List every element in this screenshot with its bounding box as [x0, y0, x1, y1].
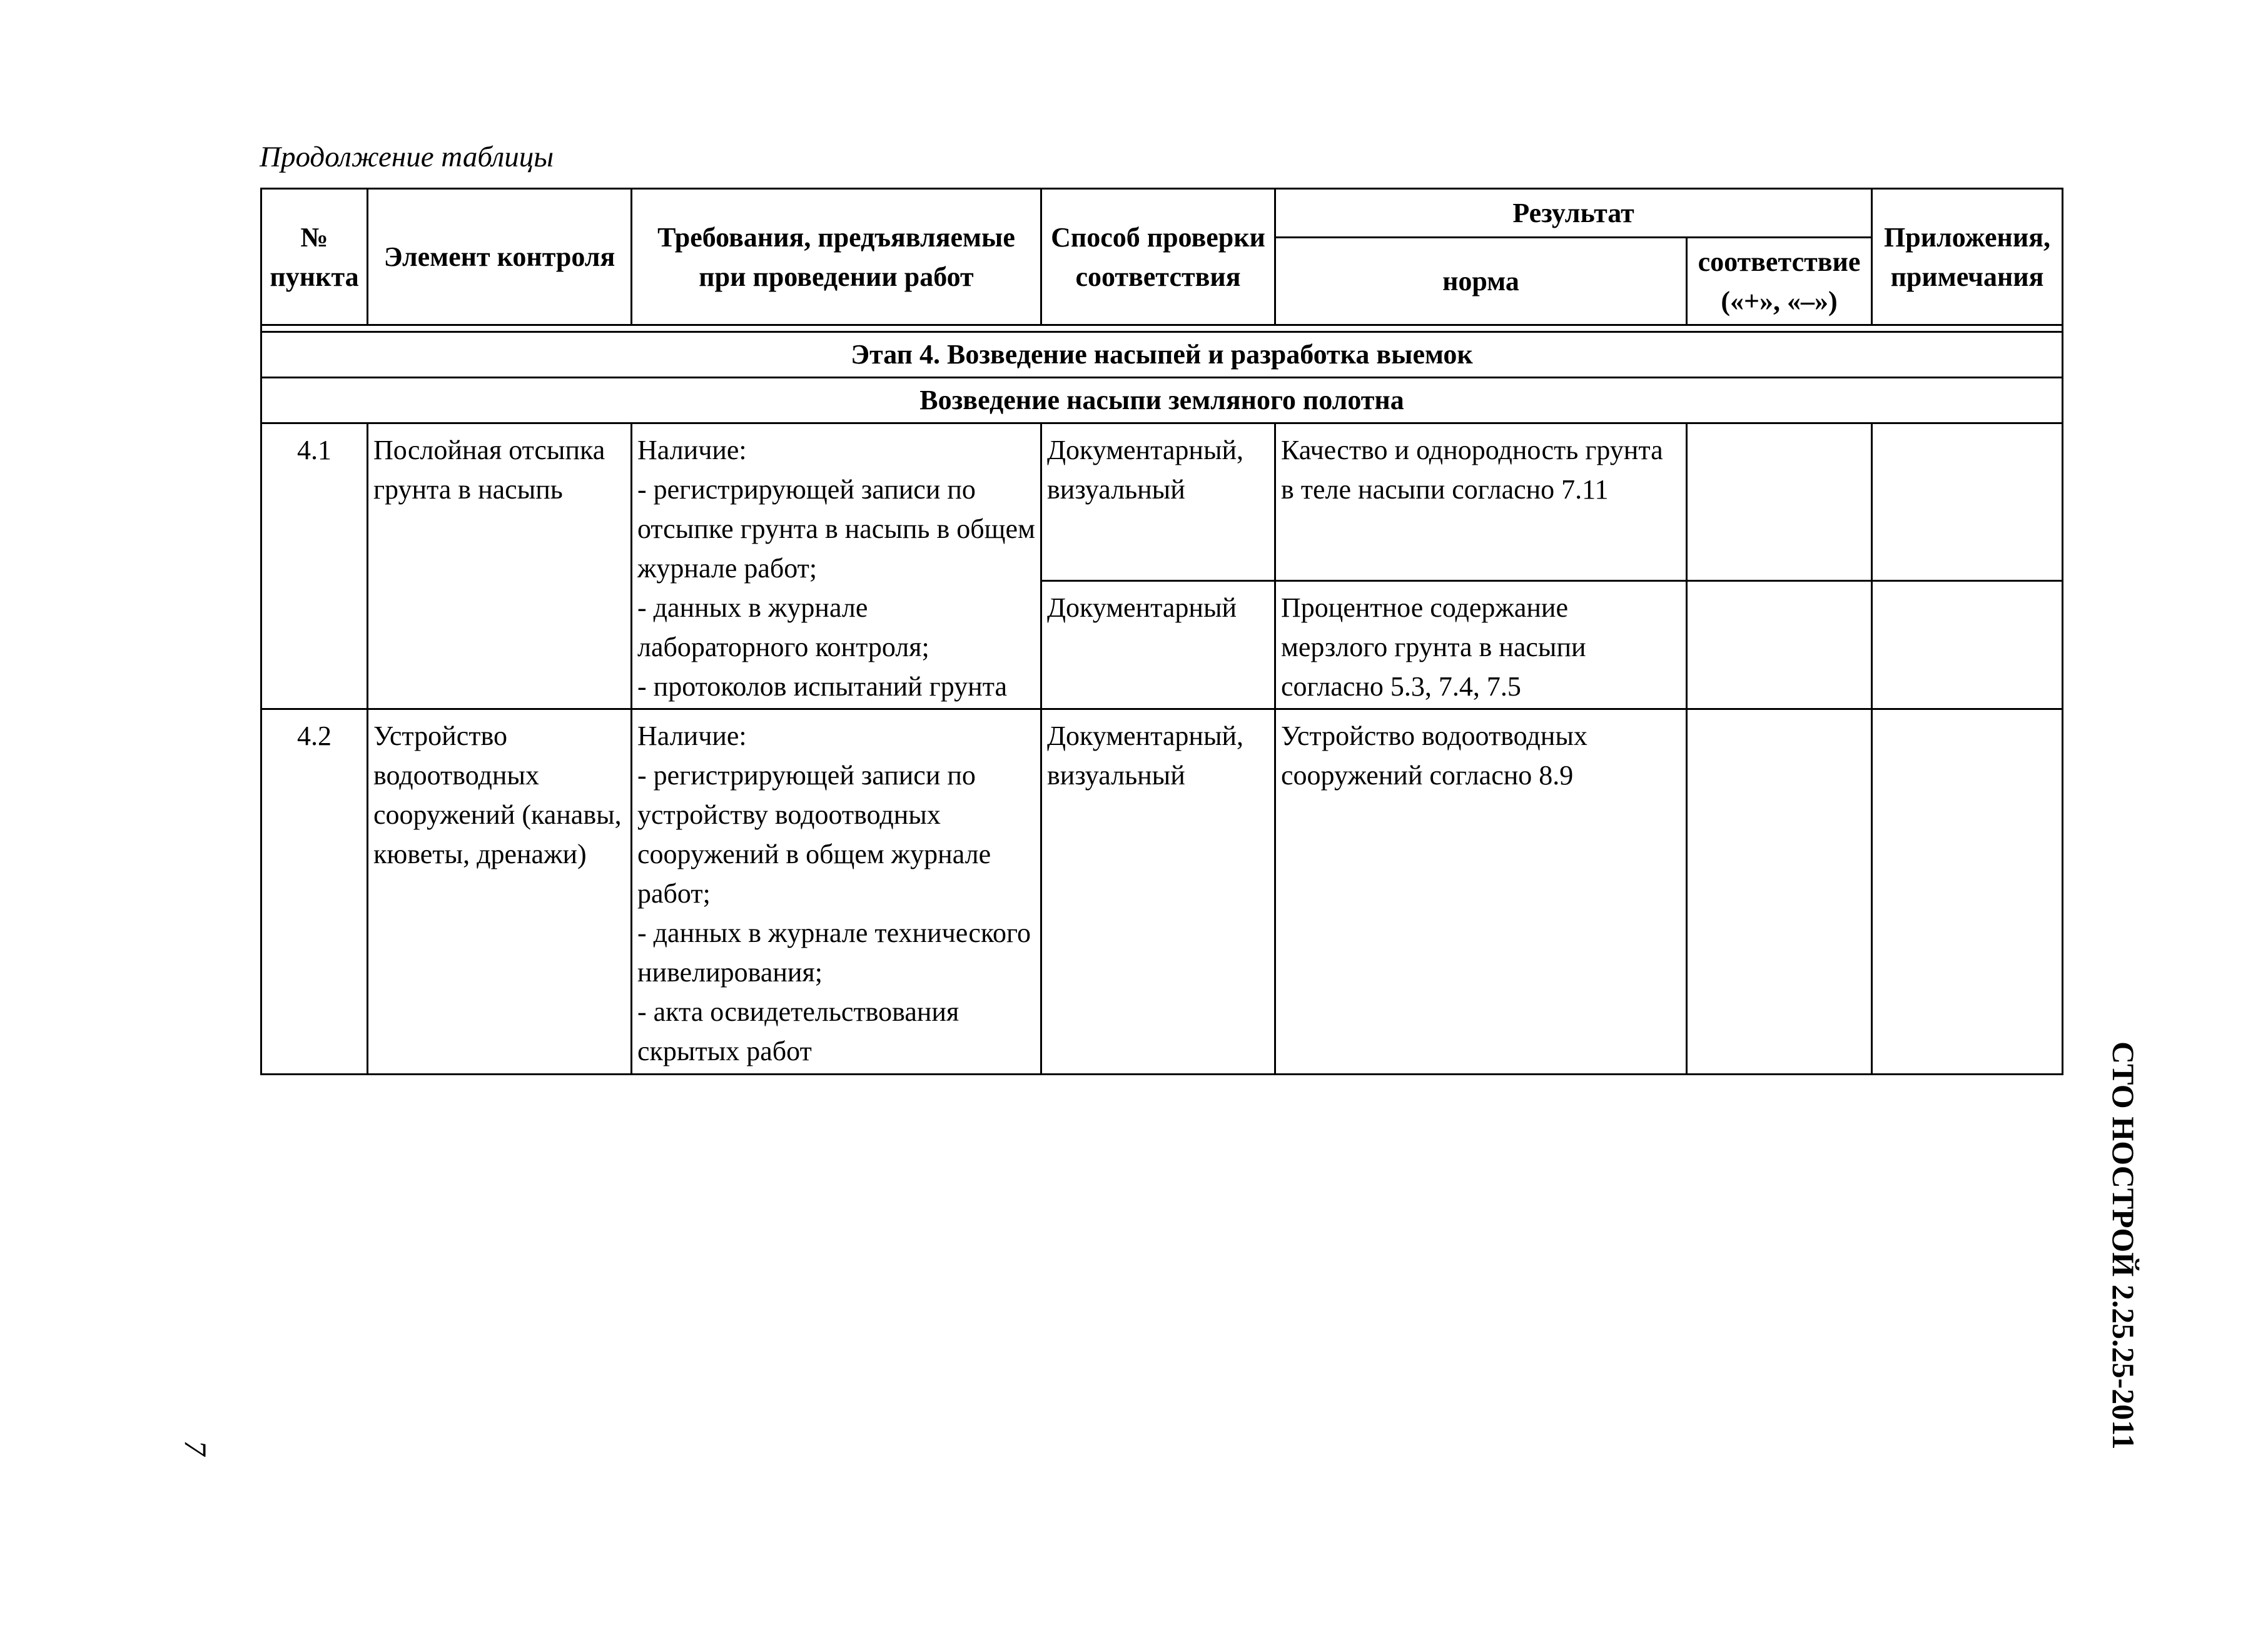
subsection-title: Возведение насыпи земляного полотна: [261, 378, 2063, 423]
row-num: 4.2: [261, 709, 368, 1075]
document-code: СТО НОСТРОЙ 2.25.25-2011: [2106, 1041, 2141, 1450]
row-notes: [1872, 581, 2063, 709]
header-method: Способ проверки соответствия: [1041, 189, 1275, 325]
row-compliance: [1687, 709, 1872, 1075]
row-requirements: Наличие: - регистрирующей записи по устройству водоотводных сооружений в общем журнале работ; - данных в журнале технического нивелирования; - акта освидетельствования скрытых работ: [632, 709, 1041, 1075]
header-element: Элемент контроля: [368, 189, 632, 325]
row-requirements: Наличие: - регистрирующей записи по отсыпке грунта в насыпь в общем журнале работ; - данных в журнале лабораторного контроля; - протоколов испытаний грунта: [632, 423, 1041, 709]
table-row: [261, 423, 2063, 581]
row-num: 4.1: [261, 423, 368, 709]
row-compliance: [1687, 581, 1872, 709]
row-element: Послойная отсыпка грунта в насыпь: [368, 423, 632, 709]
row-norm: Процентное содержание мерзлого грунта в насыпи согласно 5.3, 7.4, 7.5: [1275, 581, 1687, 709]
control-table: [260, 188, 2063, 1075]
table-continuation-label: Продолжение таблицы: [260, 141, 554, 173]
row-compliance: [1687, 423, 1872, 581]
header-requirements: Требования, предъявляемые при проведении работ: [632, 189, 1041, 325]
row-norm: Устройство водоотводных сооружений согласно 8.9: [1275, 709, 1687, 1075]
page-number: 7: [178, 1440, 213, 1456]
header-separator: [261, 325, 2063, 332]
table-row: [261, 709, 2063, 1075]
header-notes: Приложения, примечания: [1872, 189, 2063, 325]
stage-title: Этап 4. Возведение насыпей и разработка выемок: [261, 332, 2063, 378]
row-method: Документарный: [1041, 581, 1275, 709]
row-method: Документарный, визуальный: [1041, 709, 1275, 1075]
row-notes: [1872, 709, 2063, 1075]
row-norm: Качество и однородность грунта в теле насыпи согласно 7.11: [1275, 423, 1687, 581]
row-notes: [1872, 423, 2063, 581]
header-compliance: соответствие («+», «–»): [1687, 238, 1872, 325]
row-method: Документарный, визуальный: [1041, 423, 1275, 581]
header-num: № пункта: [261, 189, 368, 325]
row-element: Устройство водоотводных сооружений (канавы, кюветы, дренажи): [368, 709, 632, 1075]
header-norm: норма: [1275, 238, 1687, 325]
header-result: Результат: [1275, 189, 1872, 238]
